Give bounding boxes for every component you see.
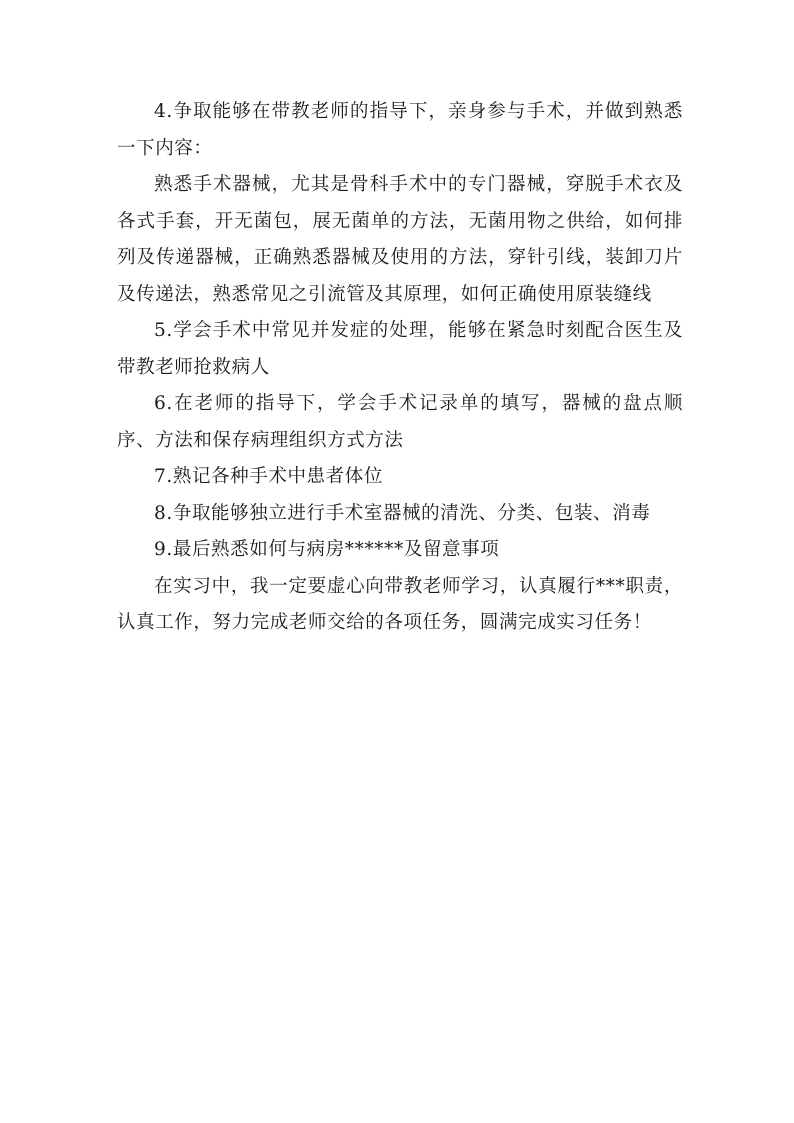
paragraph-instrument-details: 熟悉手术器械，尤其是骨科手术中的专门器械，穿脱手术衣及各式手套，开无菌包，展无菌单的方法，无菌用物之供给，如何排列及传递器械，正确熟悉器械及使用的方法，穿针引线，装卸刀片及传递法，熟悉常见之引流管及其原理，如何正确使用原装缝线: [117, 174, 683, 305]
paragraph-item-8: 8.争取能够独立进行手术室器械的清洗、分类、包装、消毒: [154, 502, 651, 524]
paragraph-item-5: 5.学会手术中常见并发症的处理，能够在紧急时刻配合医生及带教老师抢救病人: [117, 320, 683, 378]
paragraph-item-9: 9.最后熟悉如何与病房******及留意事项: [154, 539, 500, 560]
paragraph-item-6: 6.在老师的指导下，学会手术记录单的填写，器械的盘点顺序、方法和保存病理组织方式方法: [117, 393, 683, 451]
document-body: [117, 94, 683, 642]
paragraph-item-4: 4.争取能够在带教老师的指导下，亲身参与手术，并做到熟悉一下内容：: [117, 101, 683, 159]
paragraph-item-7: 7.熟记各种手术中患者体位: [154, 466, 383, 487]
paragraph-closing: 在实习中，我一定要虚心向带教老师学习，认真履行***职责，认真工作，努力完成老师交给的各项任务，圆满完成实习任务！: [117, 575, 683, 633]
